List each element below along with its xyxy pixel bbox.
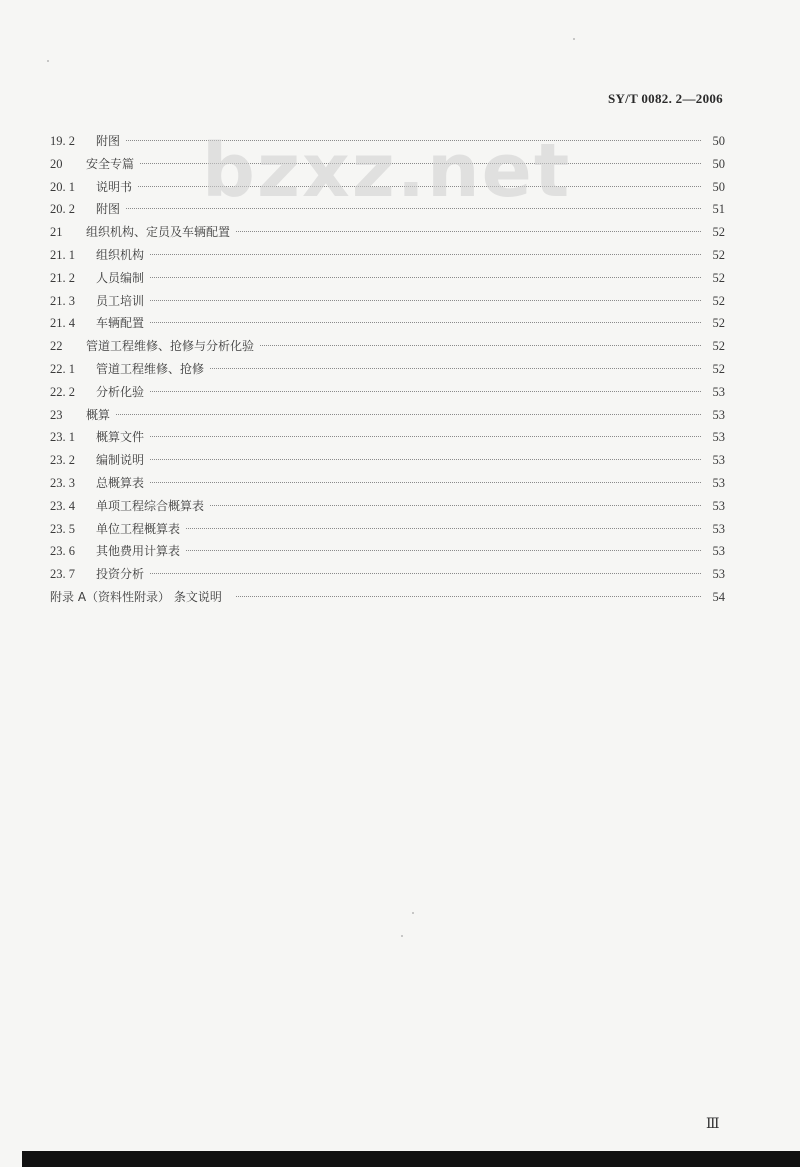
toc-entry[interactable]: [50, 335, 725, 358]
toc-entry[interactable]: [50, 449, 725, 472]
toc-entry-page: 52: [712, 270, 725, 285]
toc-entry-page: 52: [712, 339, 725, 354]
table-of-contents: [50, 130, 725, 609]
toc-dot-leader: [186, 550, 701, 551]
toc-entry[interactable]: [50, 381, 725, 404]
toc-entry[interactable]: [50, 358, 725, 381]
toc-entry-title: 单项工程综合概算表: [96, 498, 205, 513]
toc-entry-title: 其他费用计算表: [96, 544, 181, 559]
toc-entry-title: 人员编制: [96, 270, 145, 285]
scan-speck: [401, 935, 403, 937]
toc-entry-page: 50: [712, 156, 725, 171]
toc-dot-leader: [210, 505, 701, 506]
toc-entry-number: 22: [50, 339, 63, 354]
toc-entry[interactable]: [50, 312, 725, 335]
toc-entry-title: 车辆配置: [96, 316, 145, 331]
toc-entry-number: 23: [50, 407, 63, 422]
toc-dot-leader: [116, 414, 701, 415]
toc-entry-title: 说明书: [96, 179, 133, 194]
toc-dot-leader: [210, 368, 701, 369]
toc-entry-number: 21. 4: [50, 316, 75, 331]
toc-entry-title: 附图: [96, 134, 121, 148]
toc-entry-number: 20: [50, 156, 63, 171]
toc-entry-page: 53: [712, 475, 725, 490]
toc-dot-leader: [150, 254, 701, 255]
toc-entry-number: 20. 1: [50, 179, 75, 194]
toc-dot-leader: [150, 573, 701, 574]
toc-dot-leader: [150, 391, 701, 392]
toc-entry-title: 单位工程概算表: [96, 521, 181, 536]
toc-entry[interactable]: [50, 563, 725, 586]
toc-entry[interactable]: [50, 404, 725, 427]
toc-entry-page: 53: [712, 521, 725, 536]
toc-entry-title: 管道工程维修、抢修与分析化验: [86, 339, 255, 354]
toc-entry-title: 安全专篇: [86, 156, 135, 171]
toc-entry-number: 20. 2: [50, 202, 75, 217]
toc-entry[interactable]: [50, 153, 725, 176]
toc-dot-leader: [150, 277, 701, 278]
toc-entry-number: 22. 2: [50, 384, 75, 399]
page-number: Ⅲ: [706, 1117, 720, 1132]
standard-code: SY/T 0082. 2—2006: [607, 91, 723, 106]
toc-dot-leader: [150, 300, 701, 301]
toc-entry-title: 组织机构、定员及车辆配置: [86, 225, 231, 240]
toc-entry-number: 23. 3: [50, 475, 75, 490]
toc-entry-page: 53: [712, 453, 725, 468]
toc-entry-number: 23. 1: [50, 430, 75, 445]
scan-speck: [47, 60, 49, 62]
toc-entry-page: 52: [712, 316, 725, 331]
toc-entry[interactable]: [50, 495, 725, 518]
scan-bottom-edge: [22, 1151, 800, 1167]
toc-entry-number: 21: [50, 225, 63, 240]
toc-entry-title: 组织机构: [96, 247, 145, 262]
toc-entry-page: 53: [712, 544, 725, 559]
toc-entry-number: 23. 6: [50, 544, 75, 559]
toc-entry-title: 管道工程维修、抢修: [96, 361, 205, 376]
toc-entry-number: 21. 1: [50, 247, 75, 262]
toc-dot-leader: [150, 482, 701, 483]
toc-entry-page: 52: [712, 247, 725, 262]
toc-entry[interactable]: [50, 290, 725, 313]
toc-entry[interactable]: [50, 267, 725, 290]
toc-entry-page: 51: [712, 202, 725, 217]
toc-entry-title: 投资分析: [96, 567, 145, 582]
toc-entry-page: 50: [712, 179, 725, 194]
scan-speck: [573, 38, 575, 40]
toc-entry-number: 23. 5: [50, 521, 75, 536]
toc-entry-title: 附图: [96, 202, 121, 217]
toc-entry-page: 53: [712, 407, 725, 422]
toc-entry-title: 概算: [86, 407, 111, 422]
toc-entry[interactable]: [50, 426, 725, 449]
toc-dot-leader: [150, 322, 701, 323]
toc-entry[interactable]: [50, 244, 725, 267]
toc-entry[interactable]: [50, 198, 725, 221]
scan-speck: [412, 912, 414, 914]
toc-appendix-page: 54: [712, 589, 725, 604]
toc-entry-page: 50: [712, 134, 725, 148]
toc-dot-leader: [236, 596, 701, 597]
toc-dot-leader: [138, 186, 701, 187]
toc-entry-page: 53: [712, 567, 725, 582]
toc-dot-leader: [150, 459, 701, 460]
toc-entry[interactable]: [50, 221, 725, 244]
toc-dot-leader: [150, 436, 701, 437]
toc-entry-number: 22. 1: [50, 361, 75, 376]
toc-dot-leader: [140, 163, 701, 164]
toc-entry-page: 52: [712, 361, 725, 376]
toc-entry[interactable]: [50, 518, 725, 541]
toc-entry-appendix[interactable]: [50, 586, 725, 609]
toc-entry-number: 19. 2: [50, 134, 75, 148]
toc-entry[interactable]: [50, 130, 725, 153]
toc-entry-title: 分析化验: [96, 384, 145, 399]
toc-entry-title: 员工培训: [96, 293, 145, 308]
toc-entry-title: 概算文件: [96, 430, 145, 445]
toc-entry-title: 总概算表: [96, 475, 145, 490]
toc-entry-page: 52: [712, 293, 725, 308]
toc-entry-number: 23. 7: [50, 567, 75, 582]
toc-entry[interactable]: [50, 540, 725, 563]
toc-entry-page: 53: [712, 384, 725, 399]
toc-entry-number: 23. 2: [50, 453, 75, 468]
toc-entry-page: 53: [712, 498, 725, 513]
toc-entry-number: 21. 2: [50, 270, 75, 285]
toc-dot-leader: [260, 345, 701, 346]
toc-dot-leader: [126, 140, 701, 141]
toc-dot-leader: [126, 208, 701, 209]
toc-appendix-title: 附录 A（资料性附录） 条文说明: [50, 589, 222, 604]
toc-dot-leader: [236, 231, 701, 232]
toc-dot-leader: [186, 528, 701, 529]
toc-entry-page: 52: [712, 225, 725, 240]
toc-entry-number: 21. 3: [50, 293, 75, 308]
toc-entry[interactable]: [50, 176, 725, 199]
watermark: bzxz.net: [202, 128, 572, 214]
toc-entry-number: 23. 4: [50, 498, 75, 513]
toc-entry-title: 编制说明: [96, 453, 145, 468]
toc-entry[interactable]: [50, 472, 725, 495]
toc-entry-page: 53: [712, 430, 725, 445]
